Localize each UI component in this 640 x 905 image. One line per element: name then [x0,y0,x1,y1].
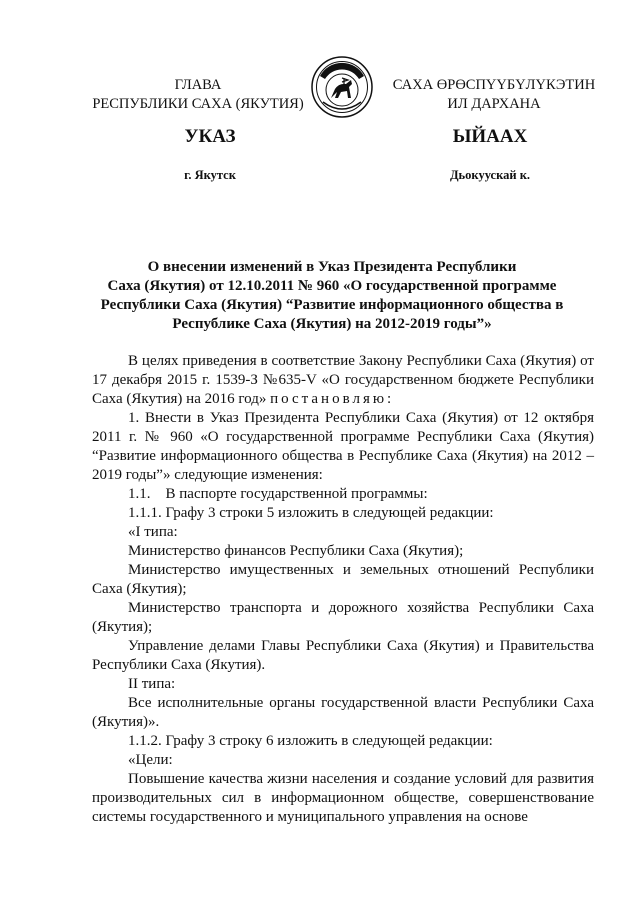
paragraph: Министерство имущественных и земельных отношений Республики Саха (Якутия); [92,562,594,597]
header-left-line1: ГЛАВА [174,77,222,93]
paragraph: II типа: [128,676,176,692]
paragraph: Министерство финансов Республики Саха (Якутия); [128,543,464,559]
header-left [80,76,316,114]
header-right-line1: САХА ӨРӨСПҮҮБҮЛҮКЭТИН [392,77,596,93]
city-left: г. Якутск [184,168,236,182]
title-line: Республике Саха (Якутия) на 2012-2019 годы”» [172,316,492,332]
paragraph: Министерство транспорта и дорожного хозяйства Республики Саха (Якутия); [92,600,594,635]
header-right [376,76,612,114]
title-line: Саха (Якутия) от 12.10.2011 № 960 «О государственной программе [107,278,557,294]
paragraph: Повышение качества жизни населения и создание условий для развития производительных сил в информационном обществе, совершенствование системы государственного и муниципального управления на основе [92,771,594,825]
header-left-line2: РЕСПУБЛИКИ САХА (ЯКУТИЯ) [92,96,304,112]
paragraph: Управление делами Главы Республики Саха (Якутия) и Правительства Республики Саха (Якутия). [92,638,594,673]
paragraph: 1.1.1. Графу 3 строки 5 изложить в следующей редакции: [128,505,494,521]
paragraph [92,352,594,409]
paragraph: Все исполнительные органы государственной власти Республики Саха (Якутия)». [92,695,594,730]
document-title [92,258,572,334]
paragraph: «Цели: [128,752,173,768]
city-right: Дьокуускай к. [449,168,531,182]
doc-type-left: УКАЗ [184,126,236,147]
coat-of-arms-icon [311,56,373,118]
title-line: Республики Саха (Якутия) “Развитие информационного общества в [100,297,564,313]
paragraph-text: В целях приведения в соответствие Закону Республики Саха (Якутия) от 17 декабря 2015 г. 1539-З №635-V «О государственном бюджете Республики Саха (Якутия) на 2016 год» [92,353,594,407]
resolution-word: постановляю: [270,391,395,407]
header-right-line2: ИЛ ДАРХАНА [447,96,541,112]
paragraph: «I типа: [128,524,178,540]
document-body [92,352,594,827]
doc-type-right: ЫЙААХ [452,126,528,147]
paragraph: 1. Внести в Указ Президента Республики Саха (Якутия) от 12 октября 2011 г. № 960 «О государственной программе Республики Саха (Якутия) “Развитие информационного общества в Республике Саха (Якутия) на 2012 – 2019 годы”» следующие изменения: [92,410,594,483]
title-line: О внесении изменений в Указ Президента Республики [147,259,517,275]
paragraph: 1.1. В паспорте государственной программы: [128,486,428,502]
paragraph: 1.1.2. Графу 3 строку 6 изложить в следующей редакции: [128,733,493,749]
